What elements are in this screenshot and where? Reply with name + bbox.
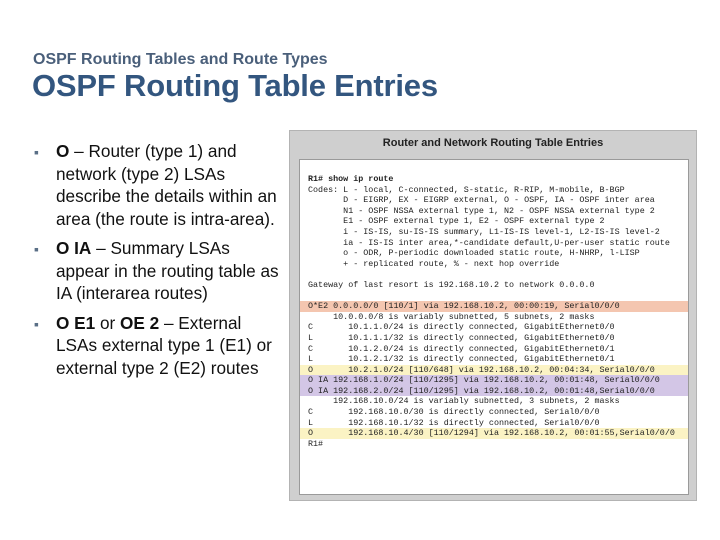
route-entry: O 192.168.10.4/30 [110/1294] via 192.168.10.2, 00:01:55,Serial0/0/0 [300,428,688,439]
codes-line: i - IS-IS, su-IS-IS summary, L1-IS-IS level-1, L2-IS-IS level-2 [308,226,660,237]
route-entry: O*E2 0.0.0.0/0 [110/1] via 192.168.10.2, 00:00:19, Serial0/0/0 [300,301,688,312]
route-entry: C 10.1.1.0/24 is directly connected, GigabitEthernet0/0 [308,322,615,333]
codes-line: o - ODR, P-periodic downloaded static route, H-NHRP, l-LISP [308,248,640,259]
bullet-text: – Summary LSAs appear in the routing table as IA (interarea routes) [56,238,279,303]
route-entry: O IA 192.168.2.0/24 [110/1295] via 192.168.10.2, 00:01:48,Serial0/0/0 [300,386,688,397]
bullet-code: O [56,141,70,161]
bullet-text: – External LSAs external type 1 (E1) or external type 2 (E2) routes [56,312,272,378]
route-entry: O IA 192.168.1.0/24 [110/1295] via 192.168.10.2, 00:01:48, Serial0/0/0 [300,375,688,386]
route-entry: L 192.168.10.1/32 is directly connected, Serial0/0/0 [308,417,600,428]
bullet-code-e2: OE 2 [120,312,160,333]
slide-subtitle: OSPF Routing Tables and Route Types [33,51,328,68]
bullet-code-e1: O E1 [56,312,96,333]
bullet-text: – Router (type 1) and network (type 2) LSAs describe the details within an area (the route is intra-area). [56,141,277,229]
blank-line [300,291,688,302]
codes-line: ia - IS-IS inter area,*-candidate default,U-per-user static route [308,237,670,248]
bullet-external [34,312,284,380]
bullet-list [34,140,284,386]
gateway-line: Gateway of last resort is 192.168.10.2 to network 0.0.0.0 [308,279,595,290]
codes-block [300,185,688,270]
codes-line: E1 - OSPF external type 1, E2 - OSPF external type 2 [308,216,605,227]
figure-title: Router and Network Routing Table Entries [382,137,604,149]
bullet-inter-area [34,237,284,305]
route-entry: 192.168.10.0/24 is variably subnetted, 3 subnets, 2 masks [308,396,620,407]
codes-line: + - replicated route, % - next hop override [308,258,560,269]
codes-line: D - EIGRP, EX - EIGRP external, O - OSPF, IA - OSPF inter area [308,195,655,206]
route-entry: L 10.1.2.1/32 is directly connected, GigabitEthernet0/1 [308,354,615,365]
bullet-square-icon: ▪ [34,315,39,332]
codes-line: Codes: L - local, C-connected, S-static, R-RIP, M-mobile, B-BGP [308,184,625,195]
routing-table-figure [289,130,697,501]
bullet-square-icon: ▪ [34,241,39,257]
bullet-intra-area [34,140,284,230]
cli-output [299,159,689,495]
blank-line [300,269,688,280]
slide-title: OSPF Routing Table Entries [32,68,438,103]
cli-prompt-command: R1# show ip route [308,174,394,184]
route-entries [300,301,688,439]
route-entry: O 10.2.1.0/24 [110/648] via 192.168.10.2, 00:04:34, Serial0/0/0 [300,365,688,376]
route-entry: L 10.1.1.1/32 is directly connected, GigabitEthernet0/0 [308,332,615,343]
bullet-square-icon: ▪ [34,144,39,160]
route-entry: 10.0.0.0/8 is variably subnetted, 5 subnets, 2 masks [308,311,595,322]
cli-end-prompt: R1# [308,438,324,449]
route-entry: C 192.168.10.0/30 is directly connected, Serial0/0/0 [308,407,600,418]
bullet-connector: or [95,312,121,333]
bullet-code: O IA [56,238,92,258]
codes-line: N1 - OSPF NSSA external type 1, N2 - OSPF NSSA external type 2 [308,205,655,216]
route-entry: C 10.1.2.0/24 is directly connected, GigabitEthernet0/1 [308,343,615,354]
